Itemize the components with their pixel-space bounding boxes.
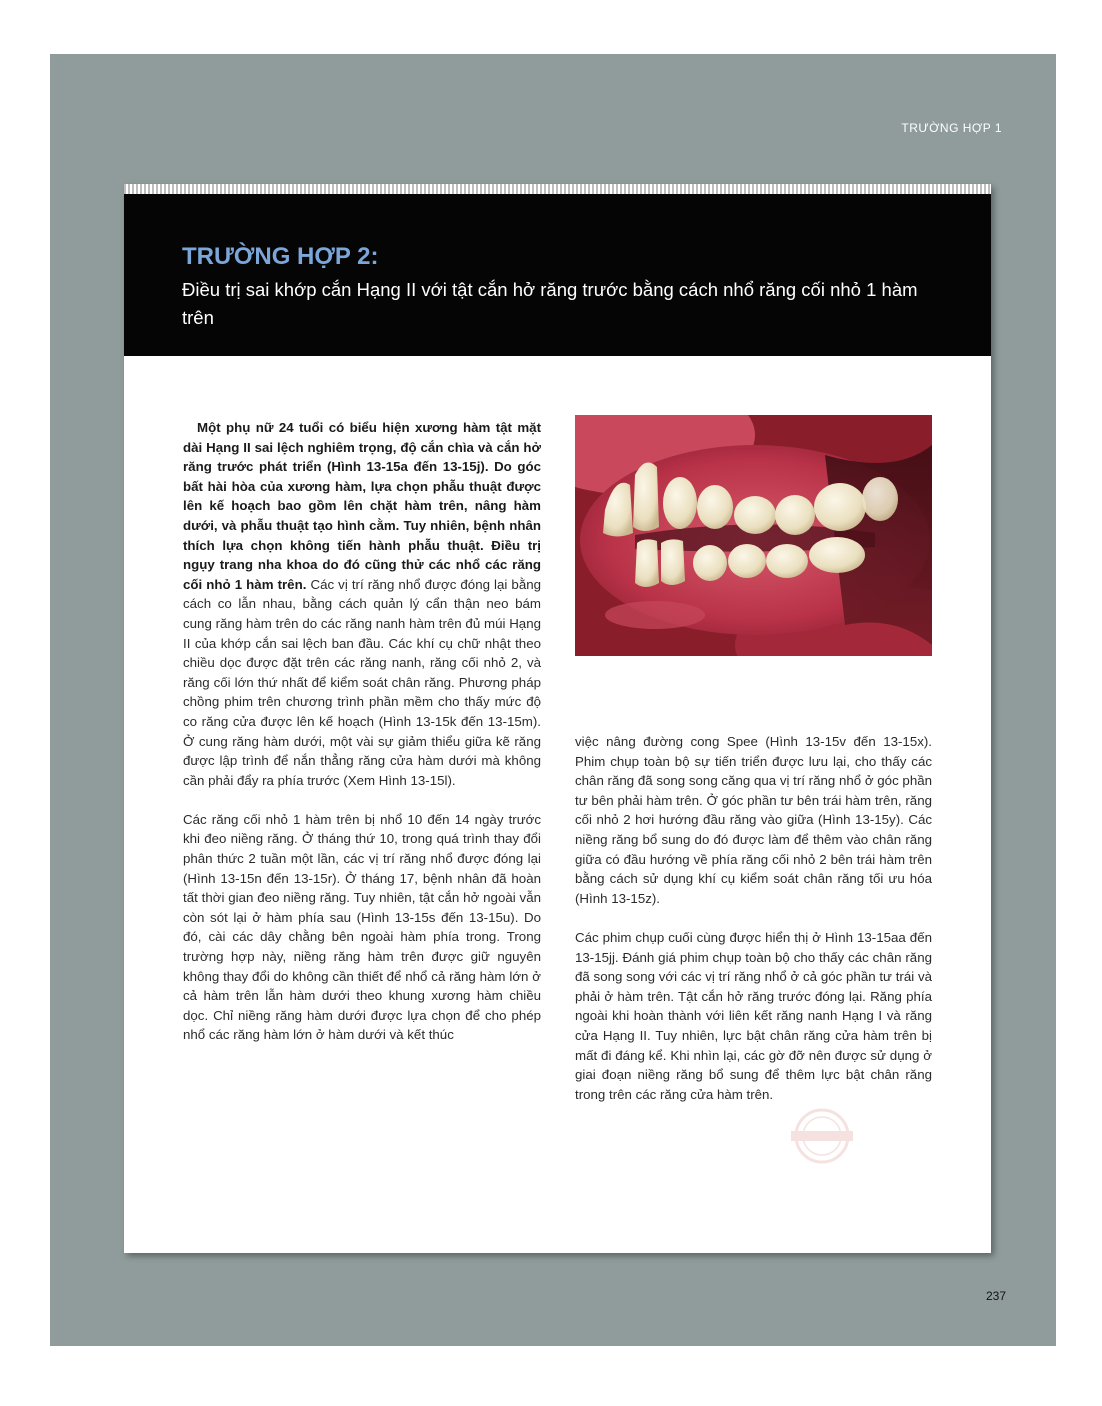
- case-banner: [124, 194, 991, 356]
- running-head: TRƯỜNG HỢP 1: [901, 121, 1002, 135]
- bold-intro: Một phụ nữ 24 tuổi có biểu hiện xương hàm tật mặt dài Hạng II sai lệch nghiêm trọng, độ cắn chìa và cắn hở răng trước phát triển (Hình 13-15a đến 13-15j). Do góc bất hài hòa của xương hàm, lựa chọn phẫu thuật được lên kế hoạch bao gồm lên chặt hàm trên, nâng hàm dưới, và phẫu thuật tạo hình cằm. Tuy nhiên, bệnh nhân thích lựa chọn không tiến hành phẫu thuật. Điều trị ngụy trang nha khoa do đó cũng thử các nhổ các răng cối nhỏ 1 hàm trên.: [183, 420, 541, 592]
- spiral-binding-strip: [124, 184, 991, 194]
- case-subtitle: Điều trị sai khớp cắn Hạng II với tật cắn hở răng trước bằng cách nhổ răng cối nhỏ 1 hàm trên: [182, 279, 918, 328]
- case-title: TRƯỜNG HỢP 2:: [182, 243, 379, 270]
- teeth-side-view-illustration: [575, 415, 932, 656]
- paragraph: Các phim chụp cuối cùng được hiển thị ở Hình 13-15aa đến 13-15jj. Đánh giá phim chụp toàn bộ cho thấy các chân răng đã song song với các vị trí răng nhổ ở cả góc phần tư trái và phải ở hàm trên. Tật cắn hở răng trước đóng lại. Răng phía ngoài khi hoàn thành với liên kết răng nanh Hạng I và răng cửa Hạng II. Tuy nhiên, lực bật chân răng cửa hàm trên bị mất đi đáng kể. Khi nhìn lại, các gờ đỡ nên được sử dụng ở giai đoạn niềng răng bổ sung để thêm lực bật chân răng trong trên các răng cửa hàm trên.: [575, 929, 932, 1102]
- left-text-column: [183, 418, 541, 1045]
- paragraph-continuation: Các vị trí răng nhổ được đóng lại bằng cách co lẫn nhau, bằng cách quản lý cẩn thận neo bám cung răng hàm trên do các răng nanh hàm trên đủ múi Hạng II của khớp cắn sai lệch ban đầu. Các khí cụ chữ nhật theo chiều dọc được đặt trên các răng nanh, răng cối nhỏ 2, và răng cối lớn thứ nhất để kiểm soát chân răng. Phương pháp chồng phim trên chương trình phần mềm cho thấy mức độ co răng cửa được lên kế hoạch (Hình 13-15k đến 13-15m). Ở cung răng hàm dưới, một vài sự giảm thiểu giữa kẽ răng được lập trình để nắn thẳng răng cửa hàm dưới mà không cần phải đẩy ra phía trước (Xem Hình 13-15l).: [183, 576, 542, 788]
- paragraph: Các răng cối nhỏ 1 hàm trên bị nhổ 10 đến 14 ngày trước khi đeo niềng răng. Ở tháng thứ 10, trong quá trình thay đổi phân thức 2 tuần một lần, các vị trí răng nhổ được đóng lại (Hình 13-15n đến 13-15r). Ở tháng 17, bệnh nhân đã hoàn tất thời gian đeo niềng răng. Tuy nhiên, tật cắn hở ngoài vẫn còn sót lại ở hàm phía sau (Hình 13-15s đến 13-15u). Do đó, cài các dây chằng bên ngoài hàm phía trong. Trong trường hợp này, niềng răng hàm trên được giữ nguyên không thay đổi do không cần thiết để nhổ cả răng hàm lớn ở cả hàm trên lẫn hàm dưới theo khung xương hàm chiều dọc. Chỉ niềng răng hàm dưới được lựa chọn để cho phép nhổ các răng hàm lớn ở hàm dưới và kết thúc: [183, 811, 541, 1043]
- intraoral-photo: [575, 415, 932, 656]
- paragraph: việc nâng đường cong Spee (Hình 13-15v đến 13-15x). Phim chụp toàn bộ sự tiến triển được lưu lại, cho thấy các chân răng đã song song căng qua vị trí răng nhổ ở góc phần tư bên phải hàm trên. Ở góc phần tư bên trái hàm trên, răng cối nhỏ 2 hơi hướng đầu răng vào giữa (Hình 13-15y). Các niềng răng bổ sung do đó được làm để thêm vào chân răng giữa có đầu hướng về phía răng cối nhỏ 2 bên trái hàm trên bằng cách sử dụng khí cụ kiểm soát chân răng tối ưu hóa (Hình 13-15z).: [575, 734, 932, 906]
- paragraph: [183, 418, 541, 790]
- right-text-column: [575, 732, 932, 1104]
- watermark-stamp: [783, 1108, 861, 1164]
- page-number: 237: [985, 1289, 1006, 1303]
- seal-icon: [783, 1108, 861, 1164]
